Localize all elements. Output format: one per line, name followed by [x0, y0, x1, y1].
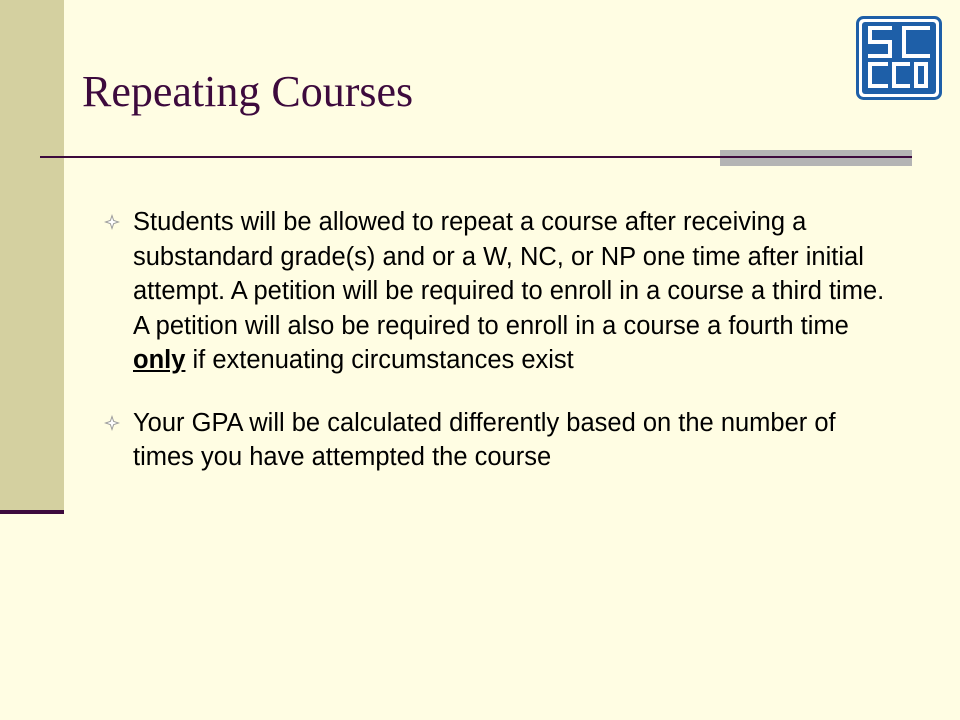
bullet-text: Your GPA will be calculated differently based on the number of times you have attempted the course [133, 408, 836, 471]
bullet-item [100, 205, 900, 378]
bullet-text: Students will be allowed to repeat a course after receiving a substandard grade(s) and or a W, NC, or NP one time after initial attempt. A petition will be required to enroll in a course a third time. A petition will also be required to enroll in a course a fourth time [133, 208, 885, 340]
slide-title: Repeating Courses [82, 67, 414, 116]
bullet-item [100, 406, 900, 475]
title-accent-bar [720, 150, 912, 166]
bullet-emphasis: only [133, 346, 186, 374]
bullet-text-end: if extenuating circumstances exist [185, 346, 574, 374]
diamond-bullet-icon [103, 213, 121, 231]
bullet-list [100, 205, 900, 475]
left-decor-band [0, 0, 64, 512]
left-decor-rule [0, 510, 64, 514]
scccd-logo-icon [856, 16, 942, 100]
diamond-bullet-icon [103, 414, 121, 432]
